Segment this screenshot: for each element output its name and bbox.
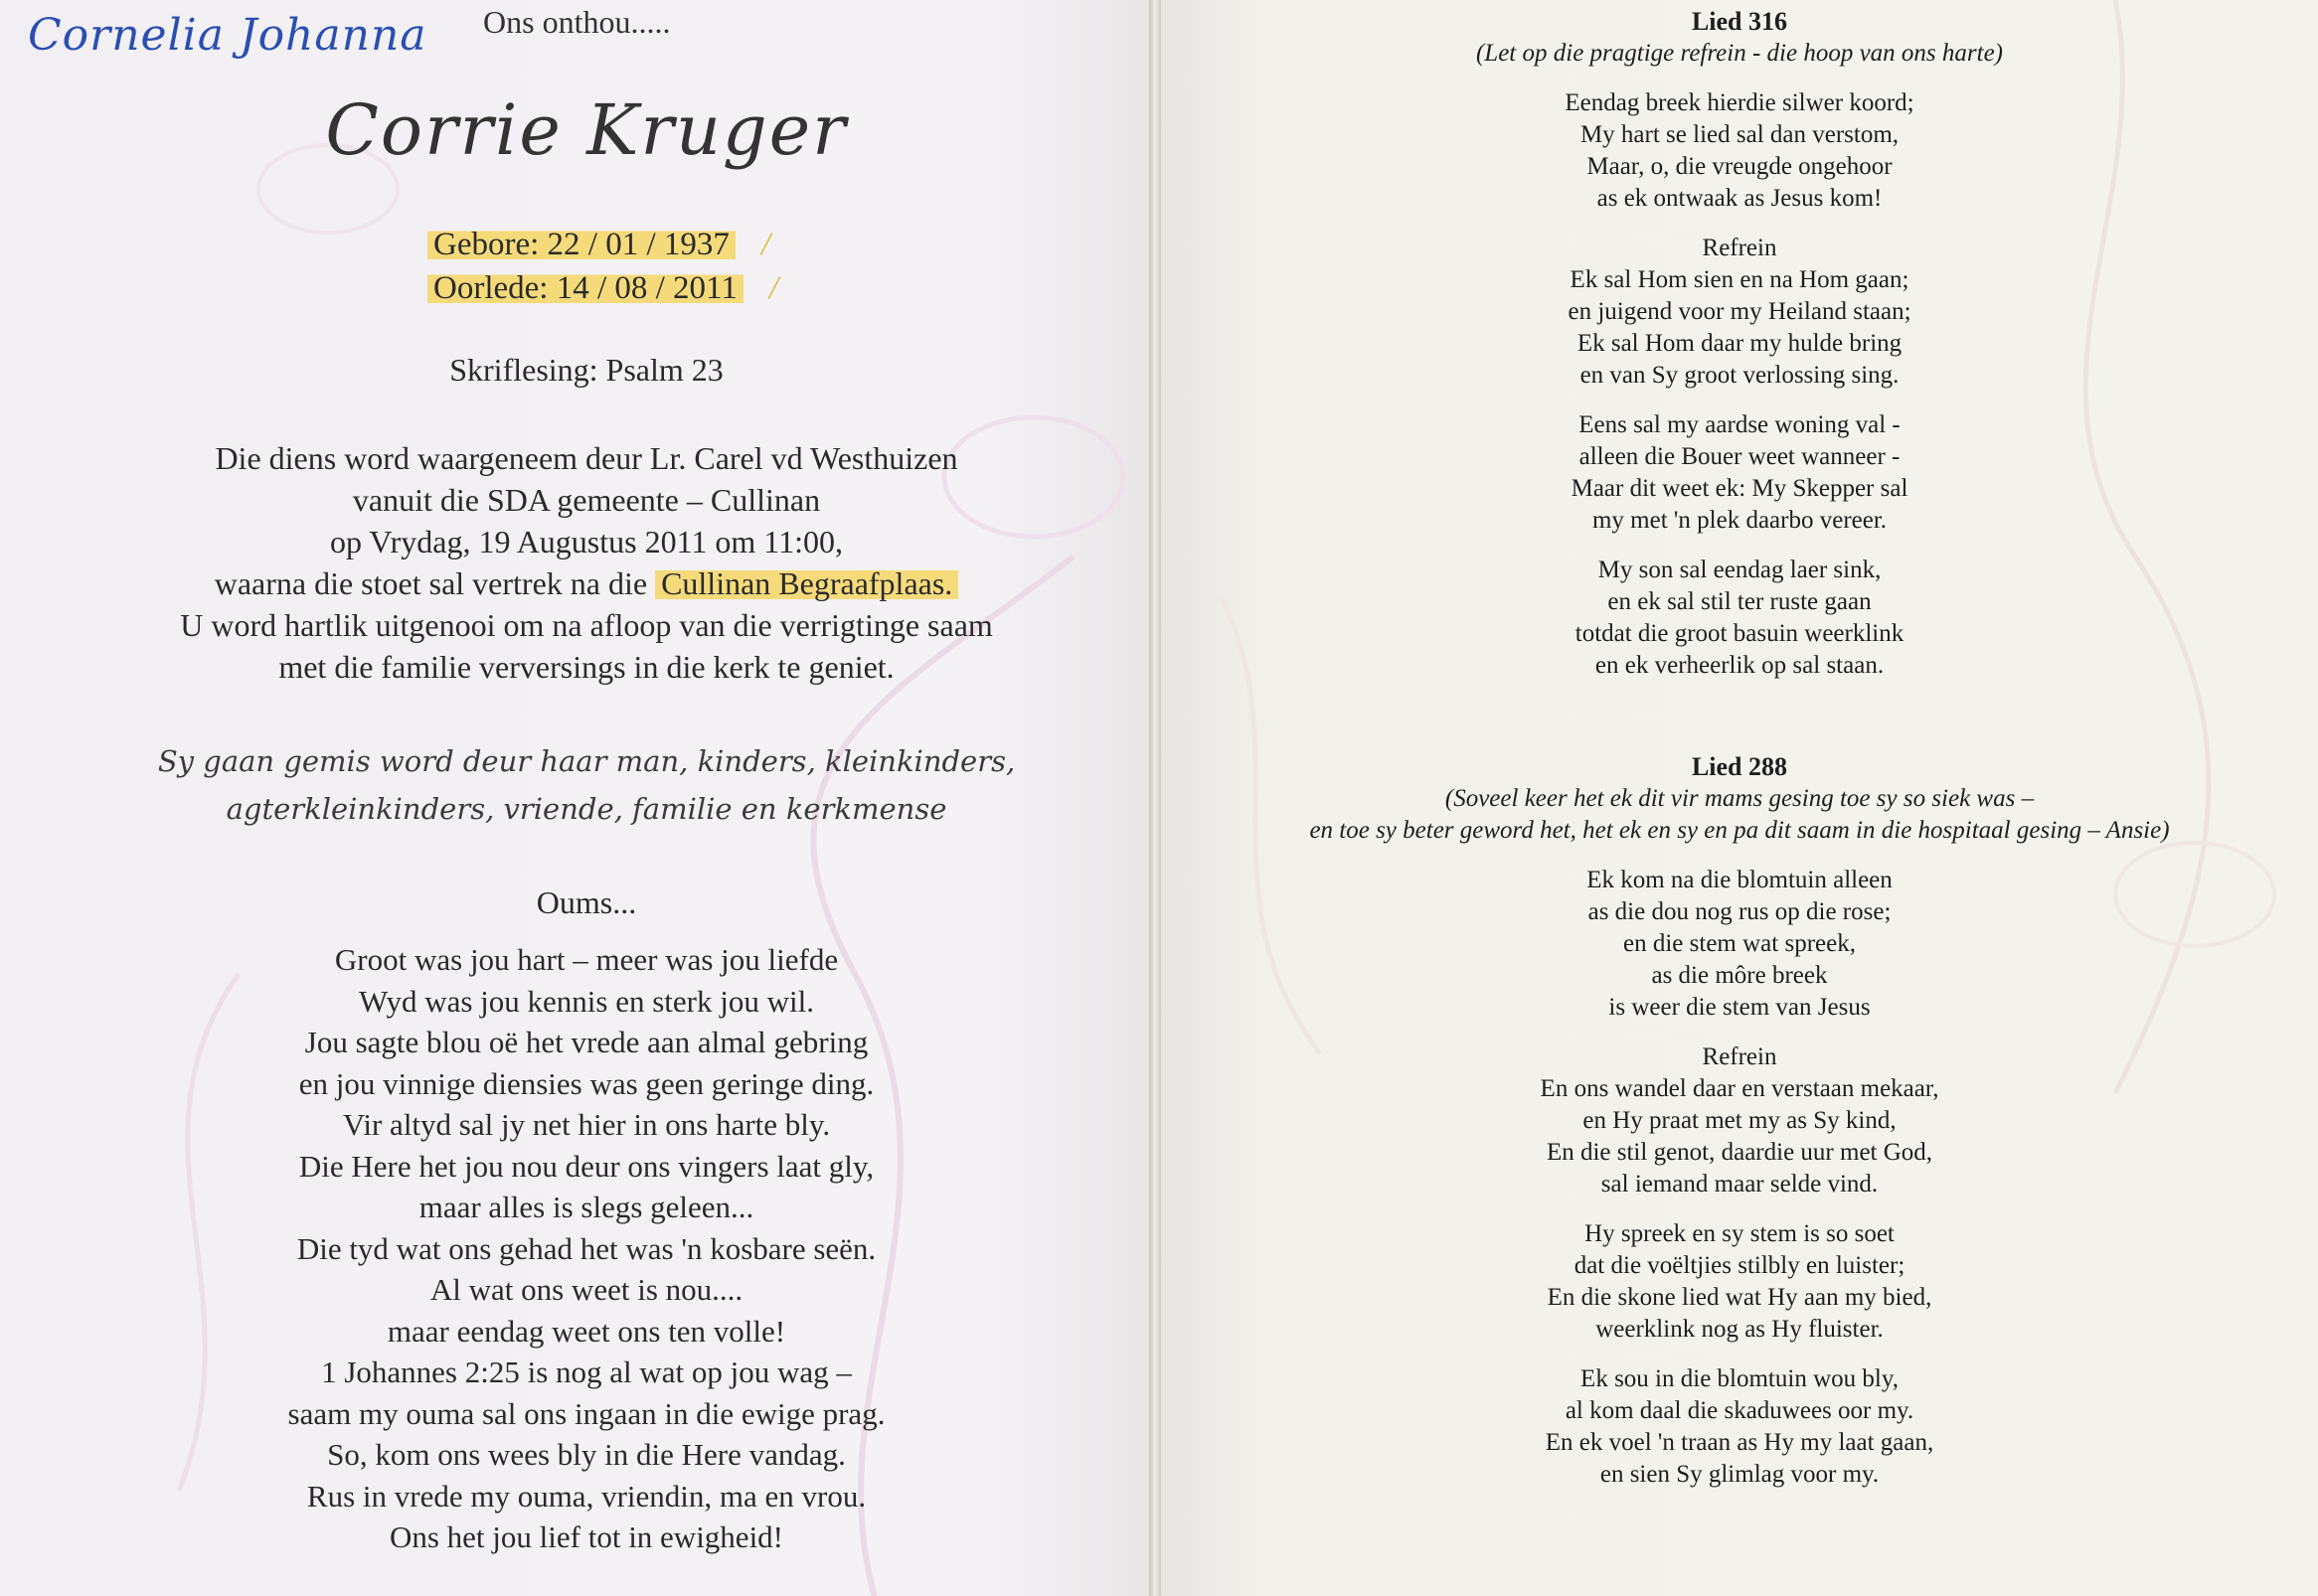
stanza (1161, 555, 2318, 682)
pen-tick-mark: / (760, 227, 771, 262)
verse-line: En ek voel 'n traan as Hy my laat gaan, (1545, 1429, 1934, 1456)
service-line-text: waarna die stoet sal vertrek na die (214, 565, 656, 601)
stanza (1161, 233, 2318, 392)
hymn-316 (1161, 6, 2318, 682)
poem-title: Oums... (536, 884, 637, 920)
cemetery-highlight: Cullinan Begraafplaas. (655, 565, 958, 601)
refrain-label: Refrein (1702, 235, 1777, 261)
verse-line: sal iemand maar selde vind. (1600, 1171, 1879, 1197)
stanza (1161, 1218, 2318, 1346)
hymn-subtitle: (Soveel keer het ek dit vir mams gesing toe sy so siek was – (1444, 785, 2035, 812)
verse-line: totdat die groot basuin weerklink (1574, 620, 1904, 647)
service-line: vanuit die SDA gemeente – Cullinan (352, 482, 821, 518)
verse-line: Ek kom na die blomtuin alleen (1586, 867, 1893, 893)
dates-block (427, 223, 778, 310)
verse-line: Hy spreek en sy stem is so soet (1584, 1220, 1895, 1247)
verse-line: my met 'n plek daarbo vereer. (1591, 507, 1888, 534)
verse-line: en die stem wat spreek, (1623, 930, 1856, 957)
verse-line: en ek verheerlik op sal staan. (1594, 652, 1885, 679)
hymn-subtitle: (Let op die pragtige refrein - die hoop van ons harte) (1475, 40, 2003, 67)
service-details (0, 437, 1149, 688)
verse-line: En ons wandel daar en verstaan mekaar, (1540, 1075, 1939, 1102)
verse-line: as die môre breek (1651, 962, 1828, 989)
service-line: Die diens word waargeneem deur Lr. Carel vd Westhuizen (215, 440, 958, 476)
poem-line: Jou sagte blou oë het vrede aan almal gebring (304, 1025, 869, 1059)
poem-line: Die tyd wat ons gehad het was 'n kosbare seën. (296, 1230, 877, 1266)
poem-line: Rus in vrede my ouma, vriendin, ma en vrou. (306, 1478, 867, 1514)
scripture-reading: Skriflesing: Psalm 23 (449, 352, 724, 388)
poem-line: Wyd was jou kennis en sterk jou wil. (359, 983, 814, 1019)
verse-line: Ek sal Hom sien en na Hom gaan; (1570, 266, 1909, 293)
handwritten-full-name: Cornelia Johanna (28, 10, 427, 61)
poem-line: maar eendag weet ons ten volle! (387, 1313, 786, 1349)
verse-line: as die dou nog rus op die rose; (1587, 898, 1892, 925)
poem-line: saam my ouma sal ons ingaan in die ewige prag. (287, 1395, 886, 1431)
poem-line: Ons het jou lief tot in ewigheid! (389, 1519, 784, 1554)
verse-line: Maar dit weet ek: My Skepper sal (1571, 475, 1908, 502)
refrain-label: Refrein (1702, 1043, 1777, 1070)
death-date: Oorlede: 14 / 08 / 2011 (427, 270, 744, 306)
poem-line: Al wat ons weet is nou.... (429, 1272, 744, 1307)
service-line (0, 562, 1149, 604)
poem-line: So, kom ons wees bly in die Here vandag. (327, 1437, 846, 1472)
verse-line: weerklink nog as Hy fluister. (1595, 1316, 1884, 1343)
verse-line: Maar, o, die vreugde ongehoor (1586, 153, 1893, 180)
deceased-name: Corrie Kruger (325, 89, 848, 171)
verse-line: en juigend voor my Heiland staan; (1568, 298, 1911, 325)
poem-line: maar alles is slegs geleen... (418, 1190, 754, 1224)
stanza (1161, 409, 2318, 537)
verse-line: My hart se lied sal dan verstom, (1579, 121, 1900, 148)
service-line: U word hartlik uitgenooi om na afloop van die verrigtinge saam (180, 607, 993, 643)
verse-line: Ek sou in die blomtuin wou bly, (1580, 1365, 1899, 1392)
verse-line: En die stil genot, daardie uur met God, (1546, 1139, 1933, 1166)
birth-date: Gebore: 22 / 01 / 1937 (427, 227, 736, 262)
left-page (0, 0, 1149, 1596)
intro-text: Ons onthou..... (483, 4, 671, 40)
stanza (1161, 1041, 2318, 1200)
verse-line: En die skone lied wat Hy aan my bied, (1547, 1284, 1932, 1311)
verse-line: My son sal eendag laer sink, (1597, 557, 1882, 583)
verse-line: Eens sal my aardse woning val - (1578, 411, 1901, 438)
service-line: met die familie verversings in die kerk te geniet. (278, 649, 895, 685)
pen-tick-mark: / (768, 270, 778, 306)
book-gutter (1149, 0, 1161, 1596)
poem-line: en jou vinnige diensies was geen geringe ding. (298, 1065, 875, 1101)
missed-line: agterkleinkinders, vriende, familie en kerkmense (226, 792, 947, 826)
verse-line: as ek ontwaak as Jesus kom! (1596, 185, 1883, 212)
poem-line: 1 Johannes 2:25 is nog al wat op jou wag – (321, 1355, 852, 1389)
verse-line: al kom daal die skaduwees oor my. (1565, 1397, 1914, 1424)
stanza (1161, 1363, 2318, 1491)
missed-line: Sy gaan gemis word deur haar man, kinders, kleinkinders, (157, 744, 1016, 778)
verse-line: en sien Sy glimlag voor my. (1599, 1461, 1880, 1488)
poem (0, 939, 1149, 1558)
verse-line: dat die voëltjies stilbly en luister; (1573, 1252, 1905, 1279)
hymn-288 (1161, 751, 2318, 1491)
verse-line: Eendag breek hierdie silwer koord; (1565, 89, 1914, 116)
stanza (1161, 865, 2318, 1024)
hymn-title: Lied 316 (1691, 7, 1788, 36)
verse-line: en Hy praat met my as Sy kind, (1582, 1107, 1897, 1134)
verse-line: alleen die Bouer weet wanneer - (1578, 443, 1901, 470)
verse-line: Ek sal Hom daar my hulde bring (1576, 330, 1903, 357)
hymn-subtitle: en toe sy beter geword het, het ek en sy en pa dit saam in die hospitaal gesing – Ansie) (1309, 817, 2170, 844)
verse-line: en ek sal stil ter ruste gaan (1607, 588, 1872, 615)
verse-line: en van Sy groot verlossing sing. (1579, 362, 1900, 389)
missed-by-text (0, 737, 1149, 833)
poem-line: Die Here het jou nou deur ons vingers laat gly, (298, 1148, 875, 1184)
poem-line: Vir altyd sal jy net hier in ons harte bly. (342, 1107, 831, 1142)
stanza (1161, 87, 2318, 215)
verse-line: is weer die stem van Jesus (1608, 994, 1871, 1021)
poem-line: Groot was jou hart – meer was jou liefde (334, 942, 839, 977)
service-line: op Vrydag, 19 Augustus 2011 om 11:00, (329, 524, 843, 559)
hymn-title: Lied 288 (1691, 752, 1788, 781)
right-page (1161, 0, 2318, 1596)
